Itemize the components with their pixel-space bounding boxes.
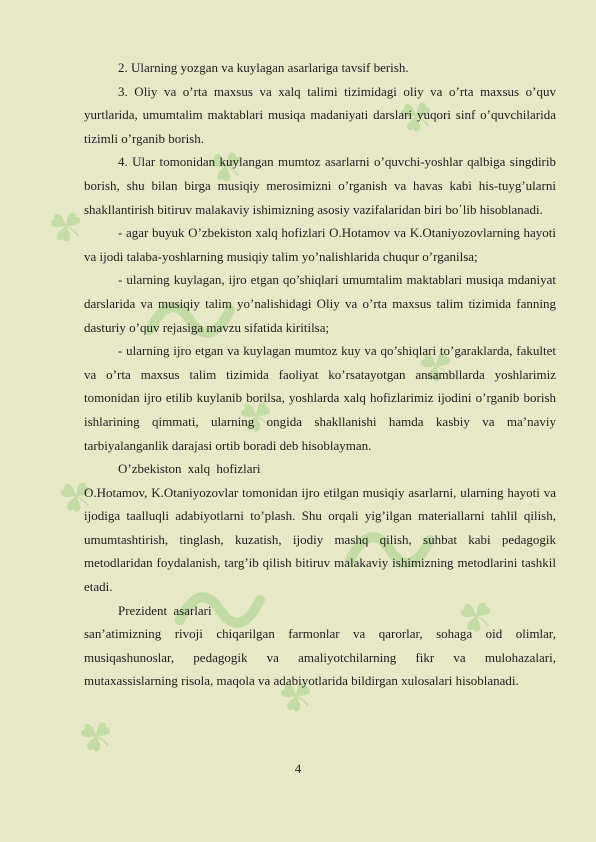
watermark-glyph: ☘ — [386, 87, 448, 145]
paragraph: - agar buyuk O’zbekiston xalq hofizlari O.Hotamov va K.Otaniyozovlarning hayoti va ijodi talaba-yoshlarning musiqiy talim yo’nalishlarida chuqur o’rganilsa; — [84, 225, 556, 264]
watermark-glyph: ☘ — [406, 337, 468, 395]
watermark-glyph: ☘ — [446, 587, 508, 645]
paragraph: 2. Ularning yozgan va kuylagan asarlariga tavsif berish. — [118, 60, 409, 75]
page-number: 4 — [294, 761, 302, 776]
body-text — [84, 56, 556, 693]
paragraph: - ularning ijro etgan va kuylagan mumtoz kuy va qo’shiqlari to’garaklarda, fakultet va o’rta maxsus talim tizimida faoliyat ko’rsatayotgan ansambllarda yoshlarimiz tomonidan ijro etilib kuylanib borilsa, yoshlarda xalq hofizlarimiz ijodini o’rganib borish ishlarining qimmati, ularning ongida shakllanishi hamda kasbiy va ma’naviy tarbiyalanganlik darajasi ortib boradi deb hisoblayman. — [84, 343, 556, 453]
watermark-glyph: ☘ — [46, 467, 108, 525]
paragraph: san’atimizning rivoji chiqarilgan farmonlar va qarorlar, sohaga oid olimlar, musiqashunoslar, pedagogik va amaliyotchilarning fikr va mulohazalari, mutaxassislarning risola, maqola va adabiyotlarida bildirgan xulosalari hisoblanadi. — [84, 626, 556, 689]
watermark-glyph: ☘ — [266, 667, 328, 725]
paragraph: 3. Oliy va o’rta maxsus va xalq talimi tizimidagi oliy va o’rta maxsus o’quv yurtlarida, umumtalim maktablari musiqa madaniyati darslari yuqori sinf o’quvchilarida tizimli o’rganib borish. — [84, 83, 556, 146]
watermark-glyph: ☘ — [226, 387, 288, 445]
section-heading: Prezident asarlari — [118, 602, 212, 618]
paragraph: O.Hotamov, K.Otaniyozovlar tomonidan ijro etilgan musiqiy asarlarni, ularning hayoti va ijodiga taalluqli adabiyotlarni to’plash. Shu orqali yig’ilgan materiallarni tahlil qilish, umumtashtirish, tinglash, kuzatish, ijodiy mashq qilish, suhbat kabi pedagogik metodlaridan foydalanish, targ’ib qilish bitiruv malakaviy ishimizning metodlarini tashkil etadi. — [84, 484, 556, 595]
section-heading: O’zbekiston xalq hofizlari — [118, 461, 261, 477]
watermark-glyph: ☘ — [66, 707, 128, 765]
paragraph: 4. Ular tomonidan kuylangan mumtoz asarlarni o’quvchi-yoshlar qalbiga singdirib borish, shu bilan birga musiqiy merosimizni o’rganish va havas kabi his-tuyg’ularni shakllantirish bitiruv malakaviy ishimizning asosiy vazifalaridan biri bo΄lib hisoblanadi. — [84, 154, 556, 217]
watermark-glyph: ☘ — [196, 137, 258, 195]
watermark-glyph: ☘ — [36, 197, 98, 255]
paragraph: - ularning kuylagan, ijro etgan qo’shiqlari umumtalim maktablari musiqa mdaniyat darslarida va musiqiy talim yo’nalishidagi Oliy va o’rta maxsus talim tizimida fanning dasturiy o’quv rejasiga mavzu sifatida kiritilsa; — [84, 272, 556, 335]
